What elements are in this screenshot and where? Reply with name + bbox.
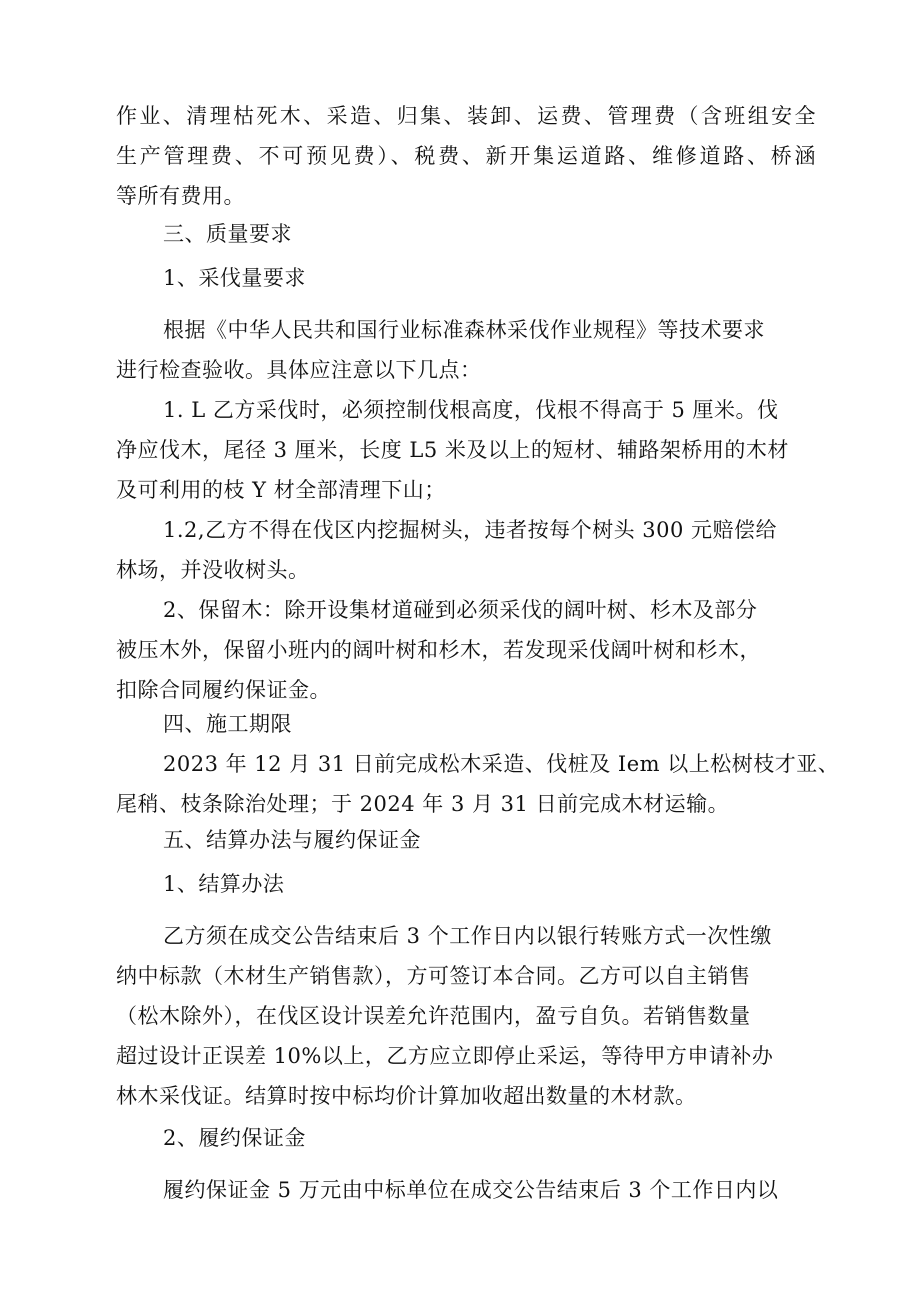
text-line: 等所有费用。 bbox=[116, 184, 245, 208]
text-line: 作业、清理枯死木、采造、归集、装卸、运费、管理费（含班组安全 bbox=[116, 104, 816, 128]
paragraph-line: 2、保留木：除开设集材道碰到必须采伐的阔叶树、杉木及部分 bbox=[163, 598, 758, 622]
paragraph-line: 超过设计正误差 10%以上，乙方应立即停止采运，等待甲方申请补办 bbox=[116, 1044, 774, 1068]
subsection-heading: 1、采伐量要求 bbox=[163, 266, 306, 290]
paragraph-line: 净应伐木，尾径 3 厘米，长度 L5 米及以上的短材、辅路架桥用的木材 bbox=[116, 438, 789, 462]
section-heading: 五、结算办法与履约保证金 bbox=[163, 828, 421, 852]
subsection-heading: 1、结算办法 bbox=[163, 872, 285, 896]
paragraph-line: 扣除合同履约保证金。 bbox=[116, 678, 331, 702]
paragraph-line: 及可利用的枝 Y 材全部清理下山； bbox=[116, 478, 446, 502]
paragraph-line: 履约保证金 5 万元由中标单位在成交公告结束后 3 个工作日内以 bbox=[163, 1178, 779, 1202]
paragraph-line: 尾稍、枝条除治处理；于 2024 年 3 月 31 日前完成木材运输。 bbox=[116, 792, 730, 816]
paragraph-line: 2023 年 12 月 31 日前完成松木采造、伐桩及 Iem 以上松树枝才亚、 bbox=[163, 752, 840, 776]
text-line: 生产管理费、不可预见费）、税费、新开集运道路、维修道路、桥涵 bbox=[116, 144, 816, 168]
paragraph-line: （松木除外），在伐区设计误差允许范围内，盈亏自负。若销售数量 bbox=[116, 1004, 751, 1028]
section-heading: 三、质量要求 bbox=[163, 222, 292, 246]
paragraph-line: 被压木外，保留小班内的阔叶树和杉木，若发现采伐阔叶树和杉木， bbox=[116, 638, 761, 662]
paragraph-line: 1. L 乙方采伐时，必须控制伐根高度，伐根不得高于 5 厘米。伐 bbox=[163, 398, 779, 422]
paragraph-line: 纳中标款（木材生产销售款），方可签订本合同。乙方可以自主销售 bbox=[116, 964, 751, 988]
paragraph-line: 进行检查验收。具体应注意以下几点： bbox=[116, 358, 482, 382]
paragraph-line: 林木采伐证。结算时按中标均价计算加收超出数量的木材款。 bbox=[116, 1084, 697, 1108]
paragraph-line: 林场，并没收树头。 bbox=[116, 558, 310, 582]
subsection-heading: 2、履约保证金 bbox=[163, 1126, 306, 1150]
paragraph-line: 1.2,乙方不得在伐区内挖掘树头，违者按每个树头 300 元赔偿给 bbox=[163, 518, 778, 542]
section-heading: 四、施工期限 bbox=[163, 712, 292, 736]
paragraph-line: 根据《中华人民共和国行业标准森林采伐作业规程》等技术要求 bbox=[163, 318, 765, 342]
paragraph-line: 乙方须在成交公告结束后 3 个工作日内以银行转账方式一次性缴 bbox=[163, 924, 772, 948]
